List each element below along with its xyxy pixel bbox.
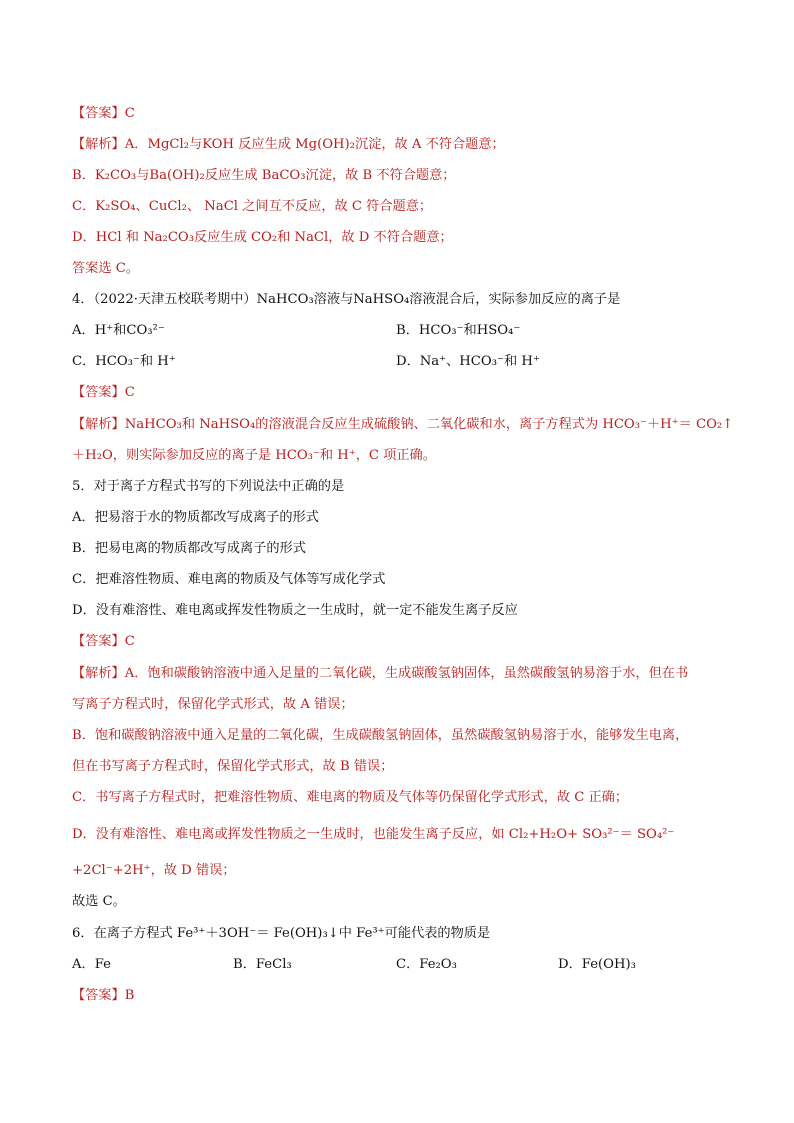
q5-analysis-d-line-2: +2Cl⁻+2H⁺，故 D 错误； [72, 863, 236, 878]
answer-value: B [124, 988, 135, 1003]
q4-option-a: A．H⁺和CO₃²⁻ [72, 323, 165, 338]
q5-option-b: B．把易电离的物质都改写成离子的形式 [72, 541, 306, 556]
q4-analysis-line-1 [72, 416, 734, 434]
answer-tag: 【答案】 [72, 634, 125, 649]
q3-analysis-a [72, 136, 734, 154]
q6-option-b: B．FeCl₃ [233, 957, 292, 972]
q6-answer [72, 987, 734, 1005]
analysis-tag: 【解析】 [72, 666, 125, 681]
q5-option-c: C．把难溶性物质、难电离的物质及气体等写成化学式 [72, 572, 386, 587]
answer-value: C [124, 634, 135, 649]
q6-option-a: A．Fe [72, 957, 111, 972]
analysis-tag: 【解析】 [72, 137, 125, 152]
q5-analysis-d-line-1: D．没有难溶性、难电离或挥发性物质之一生成时，也能发生离子反应，如 Cl₂+H₂O+ SO₃²⁻＝ SO₄²⁻ [72, 827, 675, 842]
answer-tag: 【答案】 [72, 106, 125, 121]
q4-option-b: B．HCO₃⁻和HSO₄⁻ [396, 323, 521, 338]
q5-option-d: D．没有难溶性、难电离或挥发性物质之一生成时，就一定不能发生离子反应 [72, 603, 518, 618]
analysis-text: NaHCO₃和 NaHSO₄的溶液混合反应生成硫酸钠、二氧化碳和水，离子方程式为 HCO₃⁻＋H⁺＝ CO₂↑ [124, 417, 734, 432]
q5-analysis-b-line-1: B．饱和碳酸钠溶液中通入足量的二氧化碳，生成碳酸氢钠固体，虽然碳酸氢钠易溶于水，能够发生电离， [72, 728, 689, 743]
q5-stem: 5．对于离子方程式书写的下列说法中正确的是 [72, 479, 345, 494]
answer-value: C [124, 385, 135, 400]
answer-tag: 【答案】 [72, 385, 125, 400]
q6-option-c: C．Fe₂O₃ [396, 957, 457, 972]
answer-value: C [124, 106, 135, 121]
q5-option-a: A．把易溶于水的物质都改写成离子的形式 [72, 510, 319, 525]
q3-conclusion: 答案选 C。 [72, 261, 140, 276]
q5-analysis-b-line-2: 但在书写离子方程式时，保留化学式形式，故 B 错误； [72, 759, 394, 774]
analysis-text: A．MgCl₂与KOH 反应生成 Mg(OH)₂沉淀，故 A 不符合题意； [124, 137, 505, 152]
analysis-text: A．饱和碳酸钠溶液中通入足量的二氧化碳，生成碳酸氢钠固体，虽然碳酸氢钠易溶于水，但在书 [124, 666, 689, 681]
q3-answer [72, 105, 734, 123]
q3-analysis-d: D．HCl 和 Na₂CO₃反应生成 CO₂和 NaCl，故 D 不符合题意； [72, 230, 453, 245]
q4-option-d: D．Na⁺、HCO₃⁻和 H⁺ [396, 354, 540, 369]
q5-conclusion: 故选 C。 [72, 894, 126, 909]
q5-analysis-a-line-2: 写离子方程式时，保留化学式形式，故 A 错误； [72, 697, 354, 712]
q3-analysis-b: B．K₂CO₃与Ba(OH)₂反应生成 BaCO₃沉淀，故 B 不符合题意； [72, 168, 456, 183]
analysis-tag: 【解析】 [72, 417, 125, 432]
q3-analysis-c: C．K₂SO₄、CuCl₂、 NaCl 之间互不反应，故 C 符合题意； [72, 199, 433, 214]
answer-tag: 【答案】 [72, 988, 125, 1003]
q5-analysis-c: C．书写离子方程式时，把难溶性物质、难电离的物质及气体等仍保留化学式形式，故 C 正确； [72, 790, 629, 805]
q4-answer [72, 384, 734, 402]
q4-stem: 4．（2022·天津五校联考期中）NaHCO₃溶液与NaHSO₄溶液混合后，实际参加反应的离子是 [72, 292, 621, 307]
q5-analysis-a-line-1 [72, 665, 734, 683]
q4-option-c: C．HCO₃⁻和 H⁺ [72, 354, 176, 369]
q5-answer [72, 633, 734, 651]
q6-stem: 6．在离子方程式 Fe³⁺＋3OH⁻＝ Fe(OH)₃↓中 Fe³⁺可能代表的物质是 [72, 926, 491, 941]
q4-analysis-line-2: ＋H₂O，则实际参加反应的离子是 HCO₃⁻和 H⁺，C 项正确。 [72, 448, 436, 463]
q6-option-d: D．Fe(OH)₃ [558, 957, 636, 972]
